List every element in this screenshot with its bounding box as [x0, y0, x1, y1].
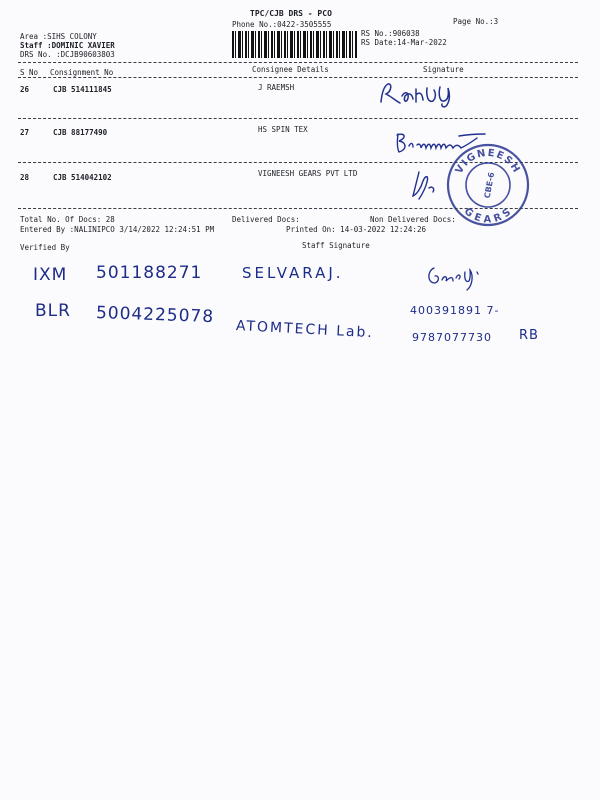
staff-field: Staff :DOMINIC XAVIER	[20, 41, 115, 50]
column-header-consignment: Consignment No	[50, 68, 114, 77]
divider	[18, 208, 578, 209]
column-header-sno: S No	[20, 68, 39, 77]
rs-number: RS No.:906038	[361, 29, 420, 38]
handwritten-name: SELVARAJ.	[242, 264, 344, 282]
row-consignment-number: CJB 88177490	[53, 128, 108, 137]
page-number: Page No.:3	[453, 17, 499, 26]
rs-date: RS Date:14-Mar-2022	[361, 38, 447, 47]
stamp-center-text: CBE-6	[482, 171, 497, 200]
handwritten-code: BLR	[35, 301, 71, 321]
total-docs: Total No. Of Docs: 28	[20, 215, 115, 224]
handwritten-number: 5004225078	[95, 303, 215, 328]
verified-by-label: Verified By	[20, 243, 70, 252]
printed-on: Printed On: 14-03-2022 12:24:26	[286, 225, 426, 234]
phone-number: Phone No.:0422-3505555	[232, 20, 332, 29]
company-stamp	[445, 142, 531, 228]
handwritten-name: ATOMTECH Lab.	[235, 318, 375, 342]
stamp-bottom-text: GEARS	[461, 206, 515, 226]
area-field: Area :SIHS COLONY	[20, 32, 97, 41]
stamp-top-text: VIGNEESH	[453, 147, 523, 176]
handwritten-number: 501188271	[96, 263, 203, 283]
handwritten-phone: 9787077730	[412, 331, 492, 344]
staff-signature-mark	[424, 262, 484, 292]
non-delivered-docs: Non Delivered Docs:	[370, 215, 456, 224]
divider	[18, 62, 578, 63]
entered-by: Entered By :NALINIPCO 3/14/2022 12:24:51 PM	[20, 225, 215, 234]
drs-number-field: DRS No. :DCJB90603803	[20, 50, 115, 59]
signature-row-26	[378, 78, 458, 108]
row-sno: 28	[20, 173, 30, 182]
column-header-consignee: Consignee Details	[252, 65, 329, 74]
row-sno: 26	[20, 85, 30, 94]
handwritten-code: IXM	[33, 265, 68, 285]
row-consignee: VIGNEESH GEARS PVT LTD	[258, 169, 358, 178]
row-sno: 27	[20, 128, 30, 137]
document-title: TPC/CJB DRS - PCO	[250, 9, 332, 18]
delivered-docs: Delivered Docs:	[232, 215, 300, 224]
signature-row-28	[405, 168, 445, 202]
handwritten-phone: 400391891 7-	[410, 304, 500, 317]
divider	[18, 118, 578, 119]
row-consignee: J RAEMSH	[258, 83, 295, 92]
barcode	[232, 31, 357, 58]
column-header-signature: Signature	[423, 65, 464, 74]
handwritten-initials: RB	[519, 328, 539, 343]
row-consignment-number: CJB 514042102	[53, 173, 112, 182]
staff-signature-label: Staff Signature	[302, 241, 370, 250]
divider	[18, 77, 578, 78]
row-consignee: HS SPIN TEX	[258, 125, 308, 134]
row-consignment-number: CJB 514111845	[53, 85, 112, 94]
